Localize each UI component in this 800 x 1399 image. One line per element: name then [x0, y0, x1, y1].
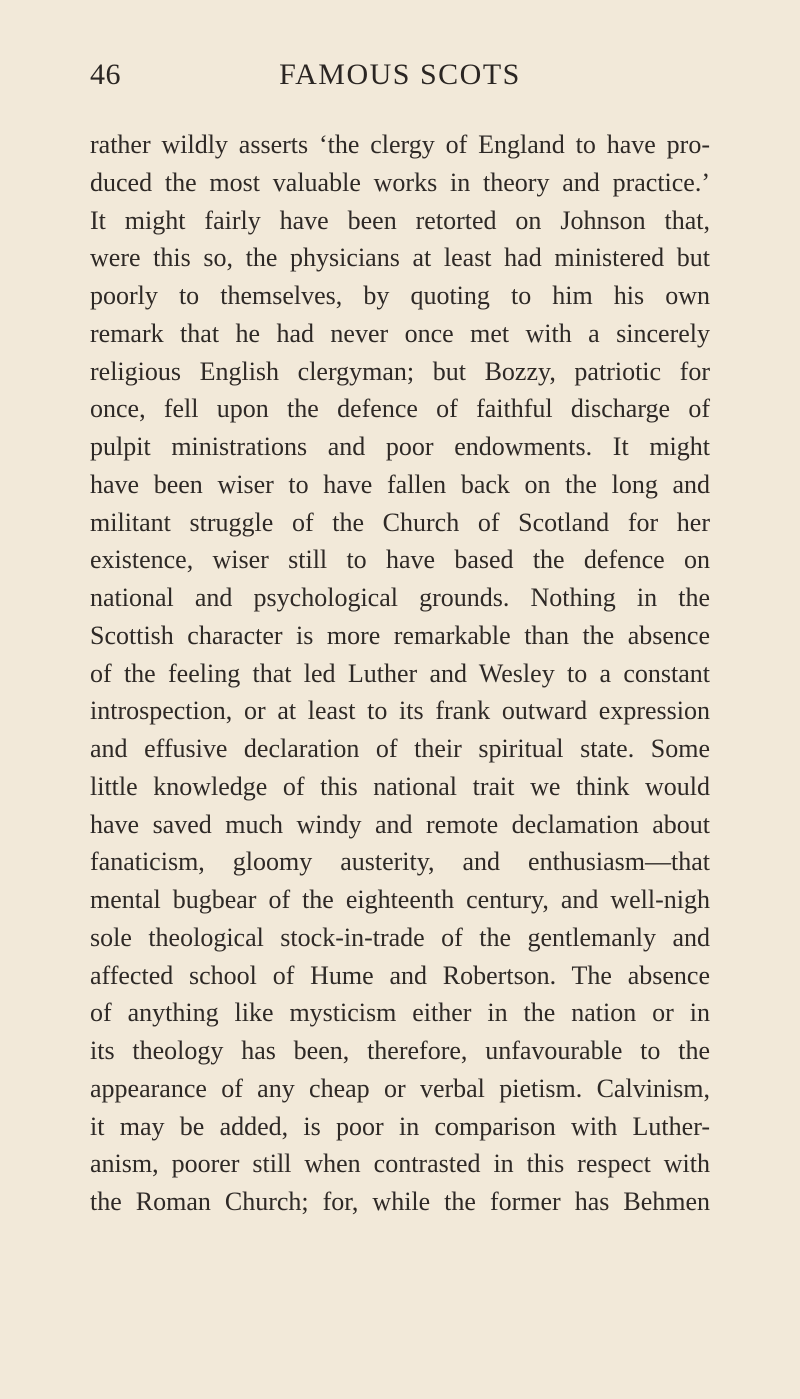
text-line: militant struggle of the Church of Scotland for her — [90, 507, 710, 537]
text-line: existence, wiser still to have based the defence on — [90, 545, 710, 575]
page-number: 46 — [90, 58, 121, 91]
text-line: It might fairly have been retorted on Johnson that, — [90, 205, 710, 235]
text-line: its theology has been, therefore, unfavourable to the — [90, 1036, 710, 1065]
text-line: have been wiser to have fallen back on the long and — [90, 469, 710, 499]
text-line: introspection, or at least to its frank outward expression — [90, 696, 710, 726]
text-line: appearance of any cheap or verbal pietism. Calvinism, — [90, 1073, 710, 1103]
text-line: fanaticism, gloomy austerity, and enthusiasm—that — [90, 847, 710, 877]
text-line: rather wildly asserts ‘the clergy of England to have pro- — [90, 130, 710, 159]
running-head — [90, 58, 710, 102]
running-title: FAMOUS SCOTS — [279, 58, 521, 91]
text-line: sole theological stock-in-trade of the gentlemanly and — [90, 922, 710, 952]
text-line: of anything like mysticism either in the nation or in — [90, 998, 710, 1028]
text-line: affected school of Hume and Robertson. The absence — [90, 960, 710, 990]
text-line: national and psychological grounds. Nothing in the — [90, 583, 710, 612]
text-line: were this so, the physicians at least had ministered but — [90, 243, 710, 273]
text-line: once, fell upon the defence of faithful discharge of — [90, 394, 710, 424]
text-line: remark that he had never once met with a sincerely — [90, 318, 710, 348]
text-line: and effusive declaration of their spiritual state. Some — [90, 734, 710, 763]
text-line: the Roman Church; for, while the former has Behmen — [90, 1187, 710, 1216]
text-line: it may be added, is poor in comparison with Luther- — [90, 1111, 710, 1141]
text-line: duced the most valuable works in theory and practice.’ — [90, 167, 710, 197]
text-line: have saved much windy and remote declamation about — [90, 809, 710, 839]
text-line: mental bugbear of the eighteenth century, and well-nigh — [90, 885, 710, 914]
text-line: anism, poorer still when contrasted in this respect with — [90, 1149, 710, 1179]
text-line: Scottish character is more remarkable than the absence — [90, 620, 710, 650]
text-line: religious English clergyman; but Bozzy, patriotic for — [90, 356, 710, 386]
text-line: little knowledge of this national trait we think would — [90, 771, 710, 801]
text-line: of the feeling that led Luther and Wesley to a constant — [90, 658, 710, 688]
text-line: pulpit ministrations and poor endowments. It might — [90, 432, 710, 461]
body-text — [90, 126, 710, 1221]
text-line: poorly to themselves, by quoting to him his own — [90, 281, 710, 310]
